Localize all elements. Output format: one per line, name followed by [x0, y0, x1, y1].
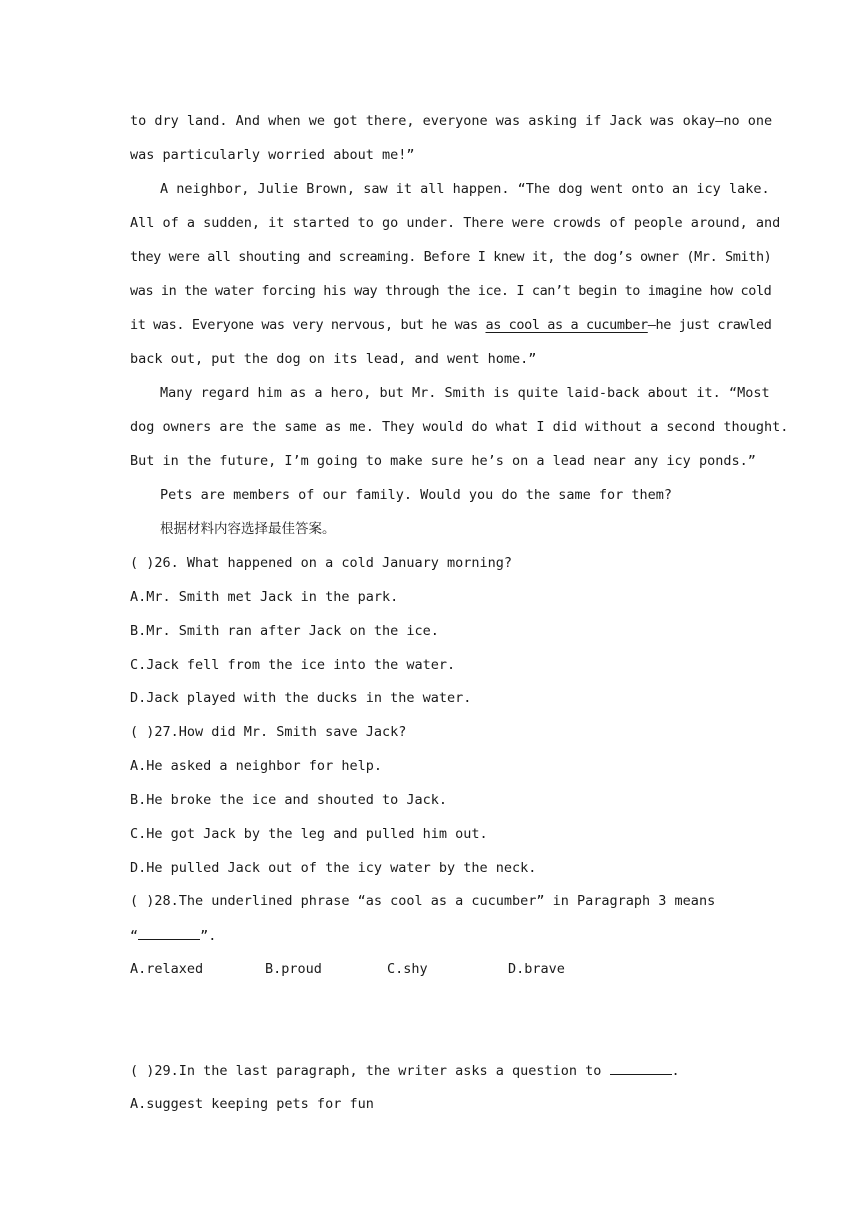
passage-paragraph-start: Many regard him as a hero, but Mr. Smith is quite laid-back about it. “Most [160, 385, 770, 401]
passage-line: they were all shouting and screaming. Before I knew it, the dog’s owner (Mr. Smith) [130, 249, 772, 265]
passage-line: All of a sudden, it started to go under. There were crowds of people around, and [130, 215, 781, 231]
question-28-stem: ( )28.The underlined phrase “as cool as a cucumber” in Paragraph 3 means [130, 893, 716, 909]
question-27-option-a: A.He asked a neighbor for help. [130, 758, 382, 774]
passage-line: to dry land. And when we got there, everyone was asking if Jack was okay—no one [130, 113, 773, 129]
passage-line [130, 315, 772, 335]
passage-text: —he just crawled [647, 317, 772, 333]
question-26-stem: ( )26. What happened on a cold January morning? [130, 555, 513, 571]
question-26-option-d: D.Jack played with the ducks in the water. [130, 690, 472, 706]
question-27-stem: ( )27.How did Mr. Smith save Jack? [130, 724, 407, 740]
answer-blank [138, 925, 200, 940]
answer-blank [610, 1060, 672, 1075]
passage-line: dog owners are the same as me. They would do what I did without a second thought. [130, 419, 789, 435]
question-29-stem [130, 1060, 730, 1081]
passage-line: was in the water forcing his way through the ice. I can’t begin to imagine how cold [130, 283, 772, 299]
question-26-option-c: C.Jack fell from the ice into the water. [130, 657, 456, 673]
question-26-option-a: A.Mr. Smith met Jack in the park. [130, 589, 399, 605]
passage-text: it was. Everyone was very nervous, but he was [130, 317, 486, 333]
close-quote: ”. [200, 928, 217, 944]
passage-paragraph-start: Pets are members of our family. Would you do the same for them? [160, 487, 673, 503]
question-28-blank-line [130, 925, 730, 946]
open-quote: “ [130, 928, 139, 944]
question-27-option-d: D.He pulled Jack out of the icy water by the neck. [130, 860, 537, 876]
question-29-option-a: A.suggest keeping pets for fun [130, 1096, 374, 1112]
question-27-option-b: B.He broke the ice and shouted to Jack. [130, 792, 447, 808]
question-27-option-c: C.He got Jack by the leg and pulled him out. [130, 826, 488, 842]
question-28-option-c: C.shy [387, 961, 428, 977]
instruction-text: 根据材料内容选择最佳答案。 [160, 521, 336, 537]
question-29-text: ( )29.In the last paragraph, the writer asks a question to [130, 1063, 610, 1079]
question-28-option-b: B.proud [265, 961, 322, 977]
question-28-option-a: A.relaxed [130, 961, 204, 977]
passage-paragraph-start: A neighbor, Julie Brown, saw it all happen. “The dog went onto an icy lake. [160, 181, 770, 197]
passage-line: back out, put the dog on its lead, and went home.” [130, 351, 537, 367]
passage-line: was particularly worried about me!” [130, 147, 415, 163]
question-26-option-b: B.Mr. Smith ran after Jack on the ice. [130, 623, 439, 639]
period: . [671, 1063, 680, 1079]
passage-line: But in the future, I’m going to make sure he’s on a lead near any icy ponds.” [130, 453, 756, 469]
question-28-option-d: D.brave [508, 961, 565, 977]
underlined-phrase: as cool as a cucumber [485, 317, 648, 333]
